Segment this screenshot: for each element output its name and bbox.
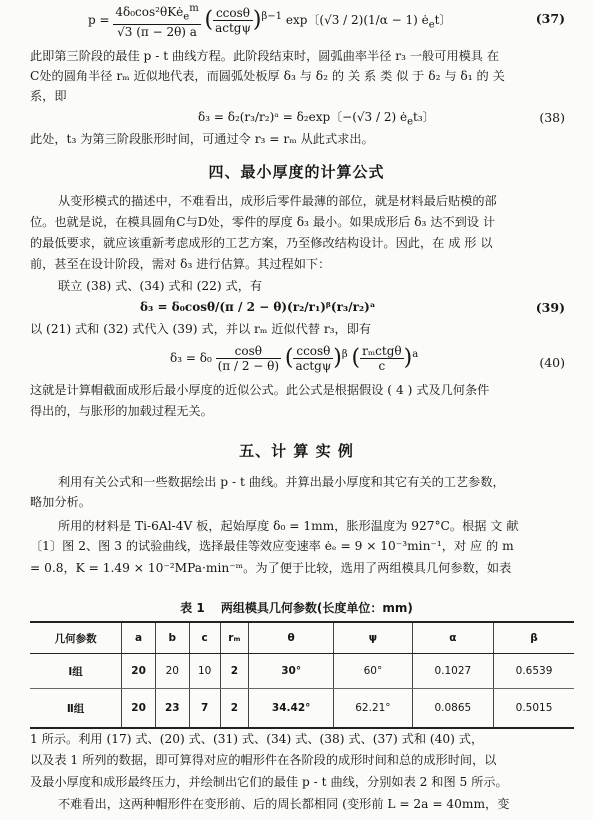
eq37-bracket-exp: β−1 bbox=[261, 11, 283, 23]
para6-line2: 略加分析。 bbox=[30, 495, 91, 509]
table-header-cell: b bbox=[155, 622, 189, 654]
eq40-f1-num: cosθ bbox=[216, 344, 281, 359]
eq38-text: δ₃ = δ₂(r₃/r₂)ᵃ = δ₂exp〔−(√3 / 2) ė bbox=[198, 110, 408, 124]
para6-line3: 所用的材料是 Ti-6Al-4V 板，起始厚度 δ₀ = 1mm，胀形温度为 927°C。根据 文 献 bbox=[58, 519, 519, 533]
para4-line1: 以 (21) 式和 (32) 式代入 (39) 式，并以 rₘ 近似代替 r₃，即有 bbox=[30, 322, 372, 336]
table-cell: 20 bbox=[155, 654, 189, 689]
para2-line1: 此处，t₃ 为第三阶段胀形时间，可通过令 r₃ = rₘ 从此式求出。 bbox=[30, 132, 374, 146]
equation-number-37: (37) bbox=[535, 11, 565, 26]
eq40-f2-den: actgψ bbox=[295, 359, 332, 373]
eq40-f3-exp: a bbox=[412, 349, 419, 360]
equation-39: δ₃ = δ₀cosθ/(π / 2 − θ)(r₂/r₁)ᵝ(r₃/r₂)ᵃ bbox=[140, 300, 376, 314]
eq37-frac-num-sup: m bbox=[189, 3, 199, 14]
para7-line3: 及最小厚度和成形最终压力，并绘制出它们的最佳 p - t 曲线，分别如表 2 和图 5 所示。 bbox=[30, 775, 508, 789]
eq37-fraction bbox=[113, 2, 200, 39]
table-caption bbox=[0, 599, 593, 616]
geometry-parameter-table bbox=[30, 621, 574, 729]
eq37-tail-sub: e bbox=[428, 19, 435, 31]
table-header-cell: α bbox=[412, 622, 493, 654]
para1-line2: C处的圆角半径 rₘ 近似地代表，而圆弧处板厚 δ₃ 与 δ₂ 的 关 系 类 似 于 δ₂ 与 δ₁ 的 关 bbox=[30, 69, 505, 83]
eq37-frac-num-sub: e bbox=[183, 11, 190, 23]
table-cell: 10 bbox=[189, 654, 220, 689]
eq40-lhs: δ₃ = δ₀ bbox=[170, 351, 212, 365]
para5-line2: 得出的，与胀形的加载过程无关。 bbox=[30, 404, 213, 418]
para3-line3: 的最低要求，就应该重新考虑成形的工艺方案，乃至修改结构设计。因此，在 成 形 以 bbox=[30, 236, 493, 250]
equation-number-40: (40) bbox=[539, 355, 565, 370]
table-cell: 7 bbox=[189, 689, 220, 729]
eq40-fraction-1 bbox=[216, 344, 281, 373]
table-header-cell: 几何参数 bbox=[30, 622, 122, 654]
table-cell: 62.21° bbox=[334, 689, 412, 729]
para7-line1: 1 所示。利用 (17) 式、(20) 式、(31) 式、(34) 式、(38) 式、(37) 式和 (40) 式， bbox=[30, 732, 484, 746]
eq40-f3-den: c bbox=[378, 359, 386, 373]
eq37-frac-den: √3 (π − 2θ) a bbox=[117, 25, 197, 40]
eq40-fraction-2 bbox=[293, 344, 333, 373]
para5-line1: 这就是计算帽截面成形后最小厚度的近似公式。此公式是根据假设 ( 4 ) 式及几何条件 bbox=[30, 383, 490, 397]
table-header-cell: β bbox=[494, 622, 574, 654]
para7-line4: 不难看出，这两种帽形件在变形前、后的周长都相同 (变形前 L = 2a = 40mm，变 bbox=[58, 797, 510, 811]
equation-number-38: (38) bbox=[539, 110, 565, 125]
table-cell: Ⅰ组 bbox=[30, 654, 122, 689]
eq38-end: t₃〕 bbox=[413, 110, 435, 124]
table-cell: 0.6539 bbox=[494, 654, 574, 689]
eq37-tail-end: t〕 bbox=[434, 13, 452, 28]
table-header-cell: c bbox=[189, 622, 220, 654]
table-cell: 30° bbox=[249, 654, 334, 689]
eq37-tail: exp〔(√3 / 2)(1/α − 1) ė bbox=[285, 13, 429, 28]
eq40-f1-den: (π / 2 − θ) bbox=[217, 359, 280, 373]
table-header-cell: ψ bbox=[334, 622, 412, 654]
equation-40: δ₃ = δ₀ $\frac{\cos\theta}{(\pi / 2 - \theta)}$ ( $\frac{ccos\theta}{\text{actgψ}}$ )$^\beta$ ( $\frac{\text{rₘctgθ}}{c}$ )$^a$ bbox=[170, 344, 419, 373]
para6-line1: 利用有关公式和一些数据绘出 p - t 曲线。并算出最小厚度和其它有关的工艺参数， bbox=[58, 475, 505, 489]
para6-line5: = 0.8，K = 1.49 × 10⁻²MPa·min⁻ᵐ。为了便于比较，选用了两组模具几何参数，如表 bbox=[30, 561, 512, 575]
table-row bbox=[30, 689, 574, 729]
para3-line5: 联立 (38) 式、(34) 式和 (22) 式，有 bbox=[58, 279, 263, 293]
table-row bbox=[30, 654, 574, 689]
table-cell: Ⅱ组 bbox=[30, 689, 122, 729]
table-cell: 34.42° bbox=[249, 689, 334, 729]
eq37-bracket-num: ccosθ bbox=[213, 6, 253, 21]
table-header-cell: rₘ bbox=[220, 622, 248, 654]
table-cell: 20 bbox=[122, 689, 156, 729]
table-header-cell: a bbox=[122, 622, 156, 654]
para6-line4: 〔1〕图 2、图 3 的试验曲线，选择最佳等效应变速率 ėₑ = 9 × 10⁻³min⁻¹，对 应 的 m bbox=[30, 539, 514, 553]
equation-38 bbox=[198, 109, 435, 130]
table-header-cell: θ bbox=[249, 622, 334, 654]
para7-line2: 以及表 1 所列的数据，即可算得对应的帽形件在各阶段的成形时间和总的成形时间，以 bbox=[30, 753, 497, 767]
table-header-row bbox=[30, 622, 574, 654]
eq37-bracket-den: actgψ bbox=[215, 21, 251, 36]
table-cell: 2 bbox=[220, 689, 248, 729]
equation-37: p = $\frac{4\delta_0\cos^2\theta Kė_e^m}{√3 (\pi - 2\theta) a}$ ( $\frac{ccos\theta}{\text{actgψ}}$ )$^{\beta-1}$ exp〔(√3 / 2)(1/α − 1) $ė_et$〕 bbox=[88, 3, 452, 40]
table-cell: 0.0865 bbox=[412, 689, 493, 729]
eq37-bracket-fraction bbox=[213, 6, 253, 35]
para1-line3: 系，即 bbox=[30, 89, 67, 103]
para3-line1: 从变形模式的描述中，不难看出，成形后零件最薄的部位，就是材料最后贴模的部 bbox=[58, 194, 497, 208]
eq40-fraction-3 bbox=[360, 344, 404, 373]
table-cell: 20 bbox=[122, 654, 156, 689]
table-cell: 2 bbox=[220, 654, 248, 689]
para1-line1: 此即第三阶段的最佳 p - t 曲线方程。此阶段结束时，圆弧曲率半径 r₃ 一般可用模具 在 bbox=[30, 49, 500, 63]
section-heading-5: 五、计 算 实 例 bbox=[239, 442, 354, 460]
para3-line4: 前，甚至在设计阶段，需对 δ₃ 进行估算。其过程如下： bbox=[30, 257, 331, 271]
table-cell: 60° bbox=[334, 654, 412, 689]
eq40-f3-num: rₘctgθ bbox=[362, 344, 402, 358]
table-cell: 23 bbox=[155, 689, 189, 729]
para3-line2: 位。也就是说，在模具圆角C与D处，零件的厚度 δ₃ 最小。如果成形后 δ₃ 达不到设 计 bbox=[30, 215, 496, 229]
table-cell: 0.5015 bbox=[494, 689, 574, 729]
eq38-sub: e bbox=[407, 116, 413, 128]
table-caption-number: 表 1 bbox=[180, 601, 205, 615]
equation-number-39: (39) bbox=[535, 300, 565, 315]
eq40-f2-exp: β bbox=[341, 349, 348, 360]
table-cell: 0.1027 bbox=[412, 654, 493, 689]
section-heading-4: 四、最小厚度的计算公式 bbox=[208, 163, 385, 181]
table-caption-text: 两组模具几何参数(长度单位：mm) bbox=[220, 601, 413, 615]
eq40-f2-num: ccosθ bbox=[293, 344, 333, 359]
eq37-lhs: p = bbox=[88, 13, 110, 28]
eq37-frac-num: 4δ₀cos²θKė bbox=[115, 5, 184, 19]
